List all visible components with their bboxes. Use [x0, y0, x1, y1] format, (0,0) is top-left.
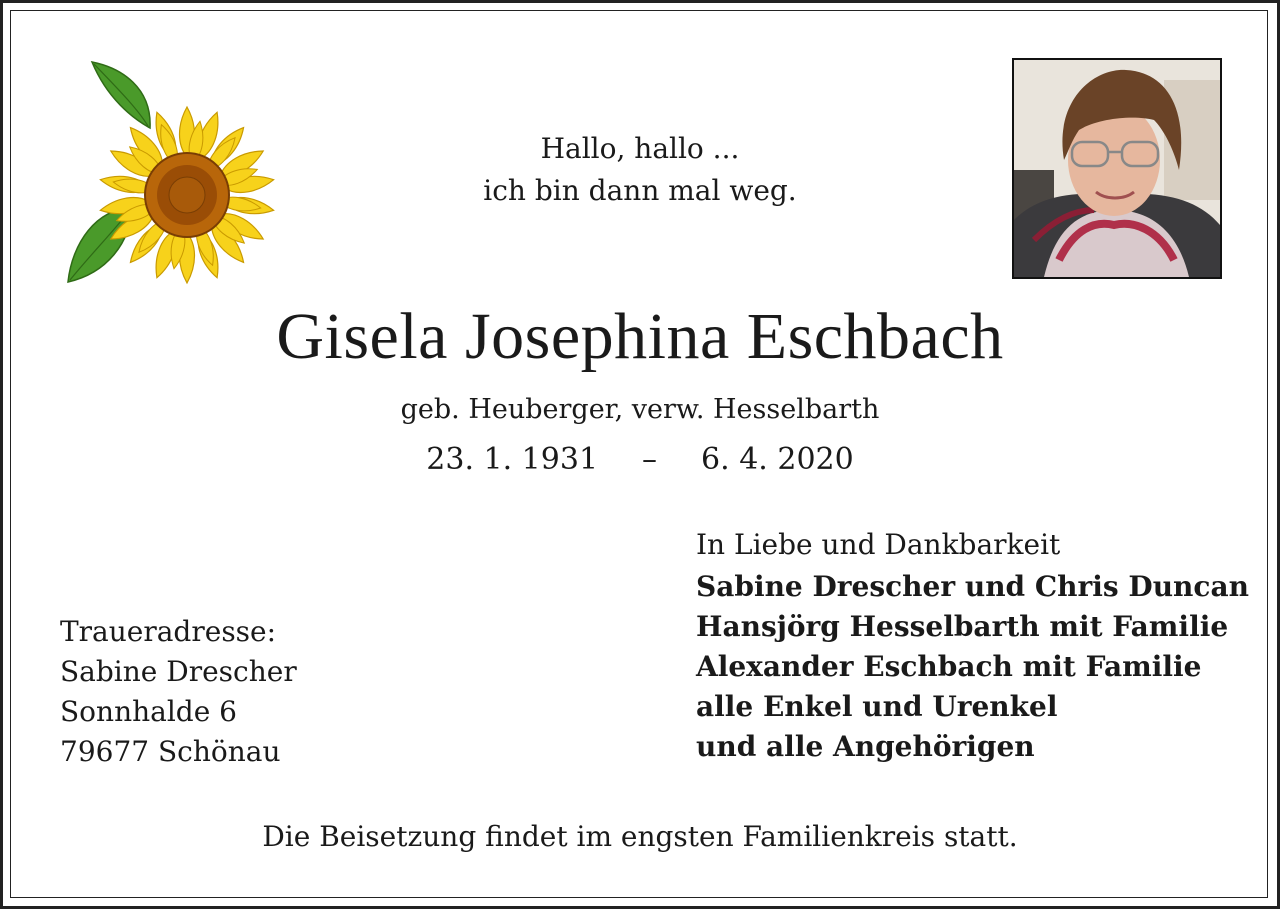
- address-name: Sabine Drescher: [60, 655, 297, 688]
- address-label: Traueradresse:: [60, 615, 277, 648]
- date-separator: –: [642, 442, 658, 477]
- opening-quote: [340, 128, 940, 212]
- mourner-line: Sabine Drescher und Chris Duncan: [696, 570, 1249, 603]
- address-city: 79677 Schönau: [60, 735, 281, 768]
- burial-note: Die Beisetzung findet im engsten Familienkreis statt.: [262, 820, 1018, 853]
- portrait-photo: [1012, 58, 1222, 279]
- mourners-intro: In Liebe und Dankbarkeit: [696, 528, 1061, 561]
- mourner-line: Alexander Eschbach mit Familie: [696, 650, 1202, 683]
- mourner-line: Hansjörg Hesselbarth mit Familie: [696, 610, 1229, 643]
- quote-line-1: Hallo, hallo ...: [540, 132, 740, 165]
- sunflower-icon: [62, 58, 278, 290]
- deceased-name: Gisela Josephina Eschbach: [276, 300, 1004, 373]
- mourner-line: und alle Angehörigen: [696, 730, 1035, 763]
- mourners-block: [696, 525, 1249, 767]
- death-date: 6. 4. 2020: [701, 442, 854, 477]
- mourner-line: alle Enkel und Urenkel: [696, 690, 1058, 723]
- quote-line-2: ich bin dann mal weg.: [483, 174, 797, 207]
- address-street: Sonnhalde 6: [60, 695, 237, 728]
- mourning-address: [60, 612, 297, 772]
- life-dates: [340, 438, 940, 482]
- birth-date: 23. 1. 1931: [426, 442, 599, 477]
- maiden-name: geb. Heuberger, verw. Hesselbarth: [400, 394, 880, 425]
